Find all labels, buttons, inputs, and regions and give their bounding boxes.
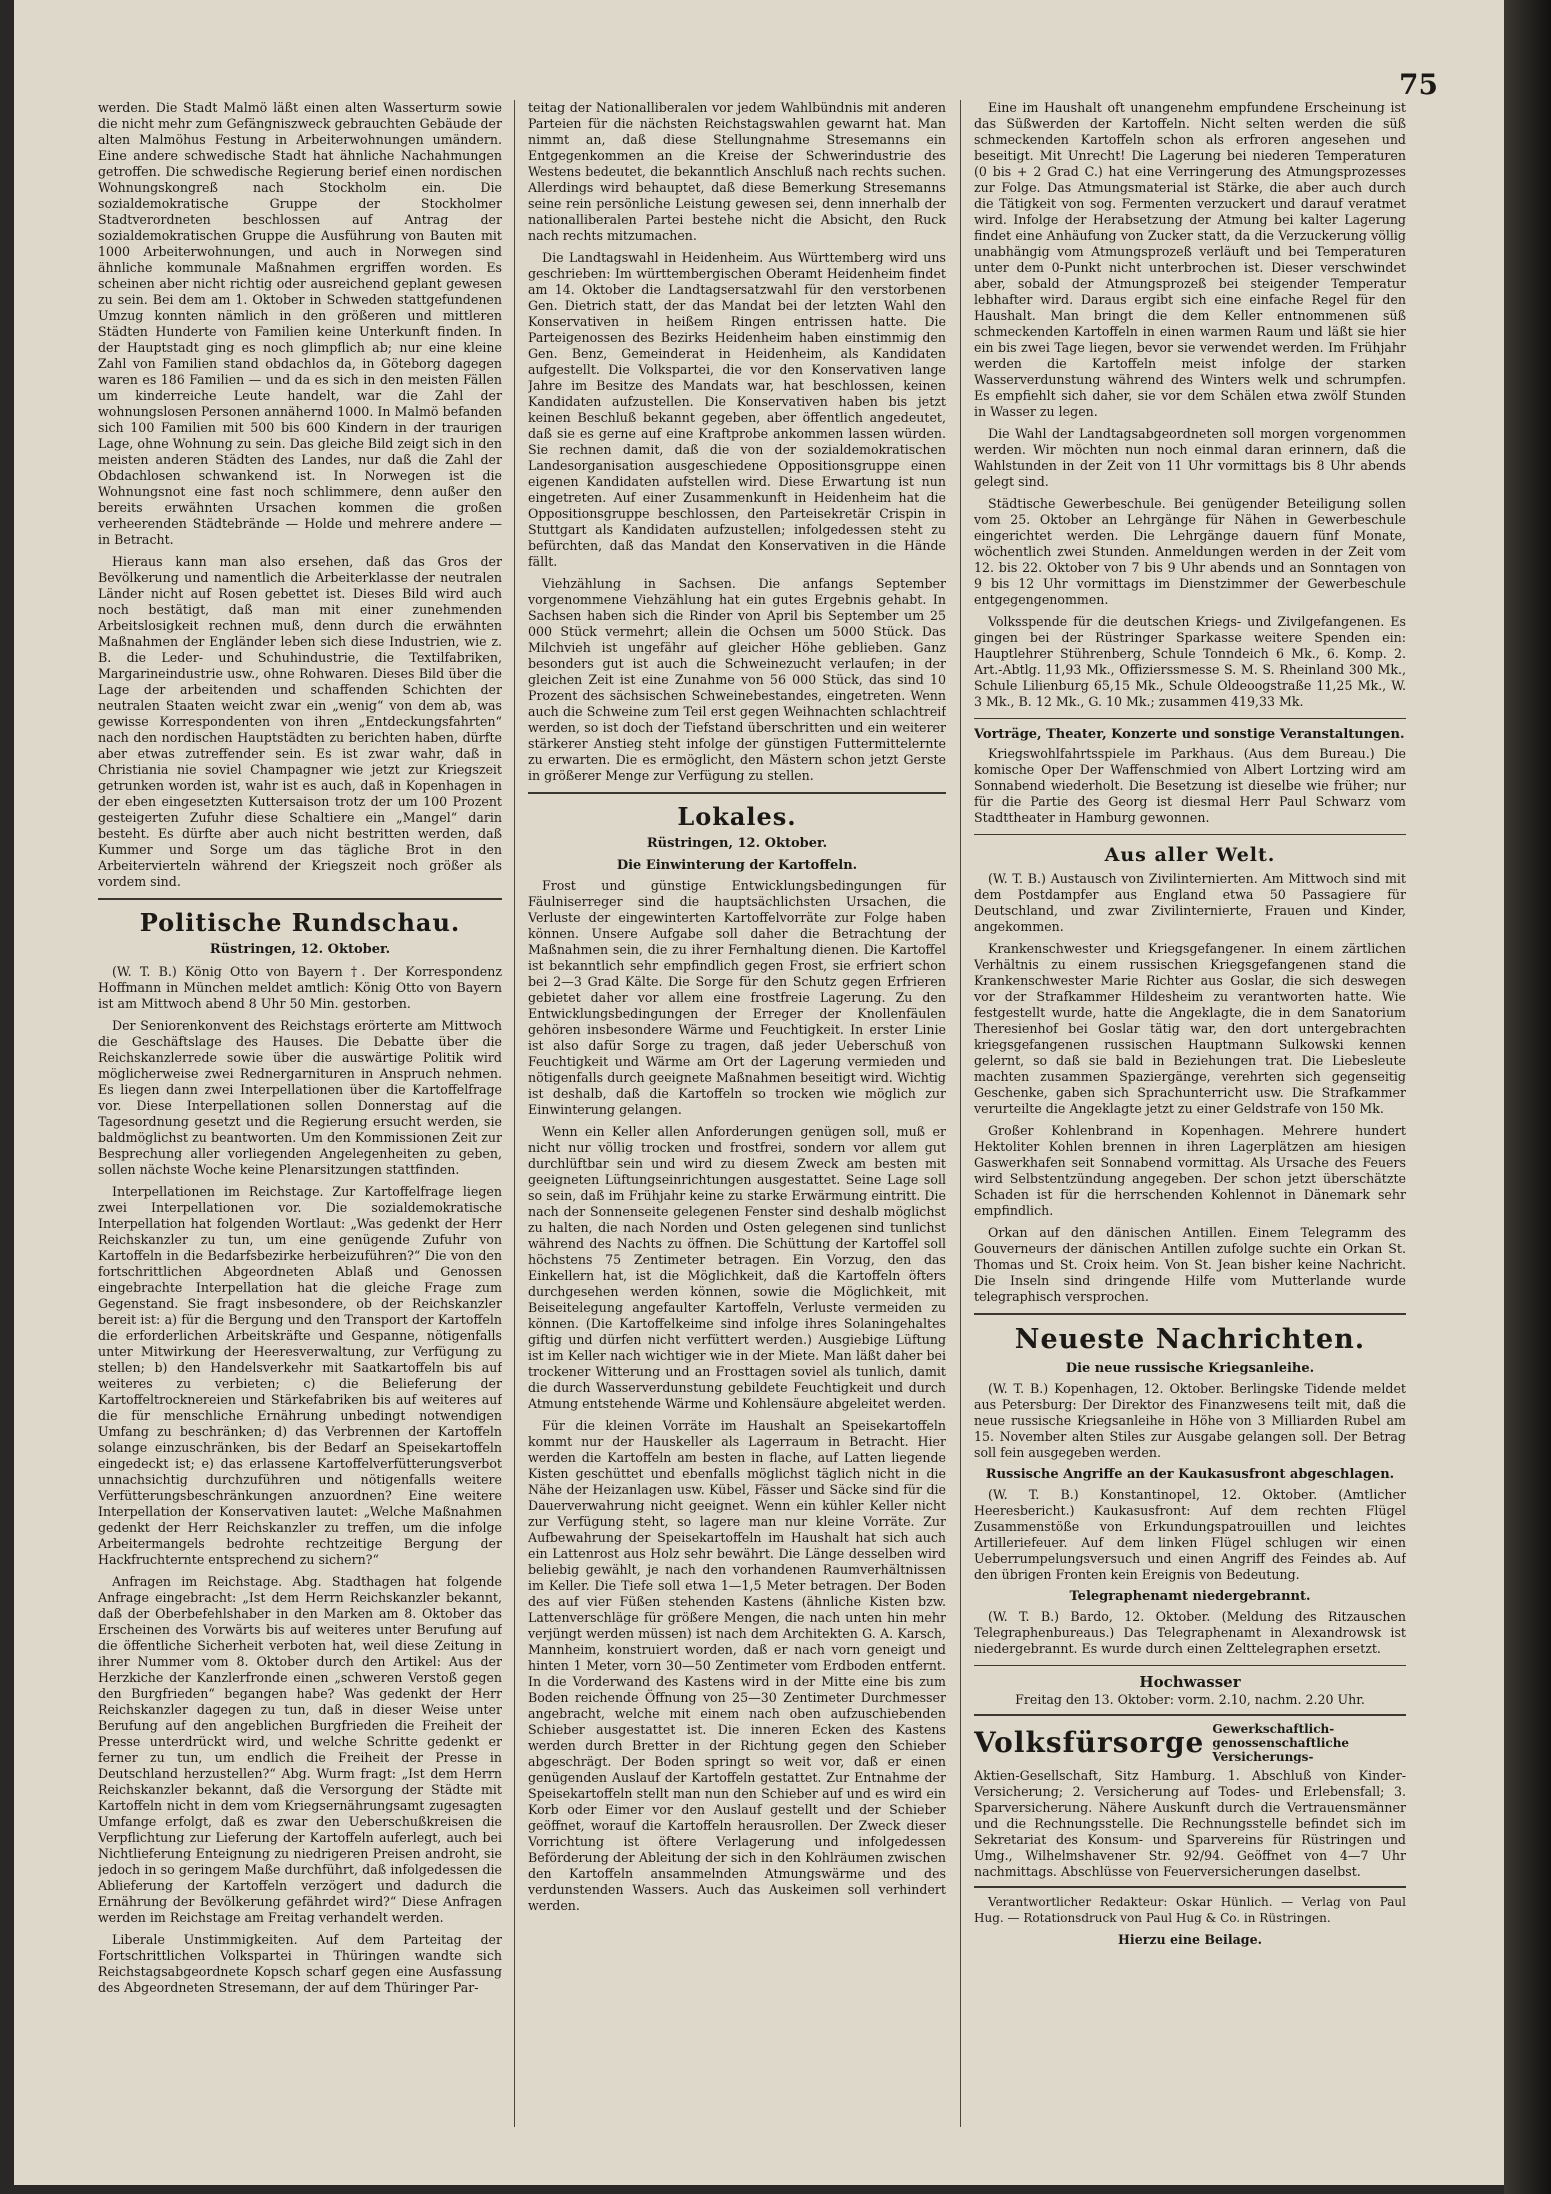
article-paragraph: Die Wahl der Landtagsabgeordneten soll morgen vorgenommen werden. Wir möchten nun noch einmal daran erinnern, daß die Wahlstunden in der Zeit von 11 Uhr vormittags bis 8 Uhr abends gelegt sind. [974, 426, 1406, 489]
news-subheading: Russische Angriffe an der Kaukasusfront abgeschlagen. [985, 1467, 1395, 1482]
imprint: Verantwortlicher Redakteur: Oskar Hünlich. — Verlag von Paul Hug. — Rotationsdruck von Paul Hug & Co. in Rüstringen. [974, 1895, 1406, 1925]
column-2 [528, 100, 946, 2145]
local-heading: Lokales. [677, 802, 797, 831]
section-divider [974, 1665, 1406, 1666]
page-binding-shadow [1504, 0, 1551, 2194]
insurance-advertisement [974, 1714, 1406, 1888]
article-paragraph: Eine im Haushalt oft unangenehm empfundene Erscheinung ist das Süßwerden der Kartoffeln. Nicht selten werden die süß schmeckenden Kartoffeln schon als erfroren angesehen und beseitigt. Mit Unrecht! Die Lagerung bei niederen Temperaturen (0 bis + 2 Grad C.) hat eine Verringerung des Atmungsprozesses zur Folge. Das Atmungsmaterial ist Stärke, die aber auch durch die Tätigkeit von sog. Fermenten verzuckert und darauf veratmet wird. Infolge der Herabsetzung der Atmung bei kalter Lagerung findet eine Anhäufung von Zucker statt, da die Verzuckerung völlig unabhängig vom Atmungsprozeß verläuft und bei Temperaturen unter dem 0-Punkt nicht unterbrochen ist. Dieser verschwindet aber, sobald der Atmungsprozeß bei steigender Temperatur lebhafter wird. Daraus ergibt sich eine einfache Regel für den Haushalt. Man bringt die dem Keller entnommenen süß schmeckenden Kartoffeln in einen warmen Raum und läßt sie hier ein bis zwei Tage liegen, bevor sie verwendet werden. Im Frühjahr werden die Kartoffeln meist infolge der starken Wasserverdunstung während des Winters welk und schrumpfen. Es empfiehlt sich daher, sie vor dem Schälen etwa zwölf Stunden in Wasser zu legen. [974, 100, 1406, 419]
article-paragraph: Frost und günstige Entwicklungsbedingungen für Fäulniserreger sind die hauptsächlichsten Ursachen, die Verluste der eingewinterten Kartoffelvorräte zur Folge haben können. Unsere Aufgabe soll daher die Betrachtung der Maßnahmen sein, die zu ihrer Fernhaltung dienen. Die Kartoffel ist bekanntlich sehr empfindlich gegen Frost, sie erfriert schon bei 2—3 Grad Kälte. Die Sorge für den Schutz gegen Erfrieren gebietet daher vor allem eine frostfreie Lagerung. Zu den Entwicklungsbedingungen der Erreger der Knollenfäulen gehören insbesondere Wärme und Feuchtigkeit. In erster Linie ist also dafür Sorge zu tragen, daß jeder Ueberschuß von Feuchtigkeit und Wärme am Ort der Lagerung vermieden und nötigenfalls durch geeignete Maßnahmen beseitigt wird. Wichtig ist deshalb, daß die Kartoffeln so trocken wie möglich zur Einwinterung gelangen. [528, 878, 946, 1117]
newspaper-page [14, 0, 1504, 2185]
section-divider [528, 792, 946, 794]
article-paragraph: werden. Die Stadt Malmö läßt einen alten Wasserturm sowie die nicht mehr zum Gefängniszweck gebrauchten Gebäude der alten Malmöhus Festung in Arbeiterwohnungen umändern. Eine andere schwedische Stadt hat ähnliche Nachahmungen getroffen. Die schwedische Regierung berief einen nordischen Wohnungskongreß nach Stockholm ein. Die sozialdemokratische Gruppe der Stockholmer Stadtverordneten beschlossen auf Antrag der sozialdemokratischen Gruppe die Ausführung von Bauten mit 1000 Arbeiterwohnungen, und auch in Norwegen sind ähnliche kommunale Maßnahmen ergriffen worden. Es scheinen aber nicht richtig oder ausreichend geplant gewesen zu sein. Bei dem am 1. Oktober in Schweden stattgefundenen Umzug konnten nämlich in den größeren und mittleren Städten Hunderte von Familien keine Unterkunft finden. In der Hauptstadt ging es noch glimpflich ab; nur eine kleine Zahl von Familien stand obdachlos da, in Göteborg dagegen waren es 186 Familien — und da es sich in den meisten Fällen um kinderreiche Leute handelt, war die Zahl der wohnungslosen Personen annähernd 1000. In Malmö befanden sich 100 Familien mit 500 bis 600 Kindern in der traurigen Lage, ohne Wohnung zu sein. Das gleiche Bild zeigt sich in den meisten anderen Städten des Landes, nur daß die Zahl der Obdachlosen schwankend ist. In Norwegen ist die Wohnungsnot eine fast noch schlimmere, denn außer den bereits erwähnten Ursachen kommen die großen verheerenden Städtebrände — Holde und mehrere andere — in Betracht. [98, 100, 502, 547]
column-divider-1 [514, 100, 515, 2127]
page-number: 75 [1399, 68, 1438, 101]
article-paragraph: Großer Kohlenbrand in Kopenhagen. Mehrere hundert Hektoliter Kohlen brennen in ihren Lagerplätzen am hiesigen Gaswerkhafen seit Sonnabend vormittag. Als Ursache des Feuers wird Selbstentzündung angegeben. Der schon jetzt überschätzte Schaden ist für die herrschenden Kohlennot in Dänemark sehr empfindlich. [974, 1123, 1406, 1218]
world-heading: Aus aller Welt. [1104, 844, 1276, 866]
article-paragraph: (W. T. B.) Bardo, 12. Oktober. (Meldung des Ritzauschen Telegraphenbureaus.) Das Telegraphenamt in Alexandrowsk ist niedergebrannt. Es wurde durch einen Zelttelegraphen ersetzt. [974, 1609, 1406, 1656]
supplement-note: Hierzu eine Beilage. [1118, 1932, 1262, 1947]
insurance-tagline: Gewerkschaftlich-genossenschaftliche Versicherungs- [1212, 1722, 1350, 1764]
insurance-body: Aktien-Gesellschaft, Sitz Hamburg. 1. Abschluß von Kinder-Versicherung; 2. Versicherung auf Todes- und Erlebensfall; 3. Sparversicherung. Nähere Auskunft durch die Vertrauensmänner und die Rechnungsstelle. Die Rechnungsstelle befindet sich im Sekretariat des Konsum- und Sparvereins für Rüstringen und Umg., Wilhelmshavener Str. 92/94. Geöffnet von 4—7 Uhr nachmittags. Abschlüsse von Feuerversicherungen daselbst. [974, 1768, 1406, 1879]
flood-tide-heading: Hochwasser [1139, 1673, 1241, 1691]
article-paragraph: (W. T. B.) Konstantinopel, 12. Oktober. (Amtlicher Heeresbericht.) Kaukasusfront: Auf dem rechten Flügel Zusammenstöße von Erkundungspatrouillen und leichtes Artilleriefeuer. Auf dem linken Flügel schlugen wir einen Ueberrumpelungsversuch und einen Angriff des Feindes ab. Auf den übrigen Fronten kein Ereignis von Bedeutung. [974, 1487, 1406, 1582]
events-heading: Vorträge, Theater, Konzerte und sonstige Veranstaltungen. [974, 727, 1405, 742]
article-paragraph: (W. T. B.) Kopenhagen, 12. Oktober. Berlingske Tidende meldet aus Petersburg: Der Direktor des Finanzwesens teilt mit, daß die neue russische Kriegsanleihe in Höhe von 3 Milliarden Rubel am 15. November alten Stiles zur Ausgabe gelangen soll. Der Betrag soll fein ausgegeben werden. [974, 1381, 1406, 1460]
article-paragraph: Wenn ein Keller allen Anforderungen genügen soll, muß er nicht nur völlig trocken und frostfrei, sondern vor allem gut durchlüftbar sein und wird zu diesem Zweck am besten mit geeigneten Lüftungseinrichtungen ausgestattet. Seine Lage soll so sein, daß im Frühjahr keine zu starke Erwärmung eintritt. Die nach der Sonnenseite gelegenen Fenster sind deshalb möglichst zu halten, die nach Norden und Osten gelegenen sind tunlichst während des Nachts zu öffnen. Die Schüttung der Kartoffel soll höchstens 75 Zentimeter betragen. Ein Vorzug, den das Einkellern hat, ist die Möglichkeit, daß die Kartoffeln öfters durchgesehen werden können, sowie die Möglichkeit, mit Beiseitelegung angefaulter Kartoffeln, Verluste vermeiden zu können. (Die Kartoffelkeime sind infolge ihres Solaningehaltes giftig und dürfen nicht verfüttert werden.) Ausgiebige Lüftung ist im Keller nach wichtiger wie in der Miete. Man läßt daher bei trockener Witterung und an Frosttagen soviel als tunlich, damit die durch Wasserverdunstung gebildete Feuchtigkeit und durch Atmung entstehende Wärme und Kohlensäure abgeleitet werden. [528, 1124, 946, 1411]
section-divider [974, 834, 1406, 835]
section-divider [974, 1313, 1406, 1315]
article-paragraph: Städtische Gewerbeschule. Bei genügender Beteiligung sollen vom 25. Oktober an Lehrgänge für Nähen in Gewerbeschule eingerichtet werden. Die Lehrgänge dauern fünf Monate, wöchentlich zwei Stunden. Anmeldungen werden in der Zeit vom 12. bis 22. Oktober von 7 bis 9 Uhr abends und an Sonntagen von 9 bis 12 Uhr vormittags im Dienstzimmer der Gewerbeschule entgegengenommen. [974, 496, 1406, 607]
news-subheading: Telegraphenamt niedergebrannt. [1069, 1589, 1311, 1604]
news-subheading: Die neue russische Kriegsanleihe. [1065, 1361, 1315, 1376]
flood-tide-times: Freitag den 13. Oktober: vorm. 2.10, nachm. 2.20 Uhr. [1015, 1692, 1365, 1707]
column-3 [974, 100, 1406, 2145]
article-paragraph: Volksspende für die deutschen Kriegs- und Zivilgefangenen. Es gingen bei der Rüstringer Sparkasse weitere Spenden ein: Hauptlehrer Stührenberg, Schule Tonndeich 6 Mk., 6. Komp. 2. Art.-Abtlg. 11,93 Mk., Offizierssmesse S. M. S. Rheinland 300 Mk., Schule Lilienburg 65,15 Mk., Schule Oldeoogstraße 11,25 Mk., W. 3 Mk., B. 12 Mk., G. 10 Mk.; zusammen 419,33 Mk. [974, 614, 1406, 709]
section-divider [98, 898, 502, 900]
article-paragraph: Krankenschwester und Kriegsgefangener. In einem zärtlichen Verhältnis zu einem russischen Kriegsgefangenen stand die Krankenschwester Marie Richter aus Goslar, die sich deswegen vor der Strafkammer Hildesheim zu verantworten hatte. Wie festgestellt wurde, hatte die Angeklagte, die in dem Sanatorium Theresienhof bei Goslar tätig war, den dort untergebrachten kriegsgefangenen russischen Hauptmann Sulkowski kennen gelernt, so daß sie bald in Beziehungen trat. Die Liebesleute machten zusammen Spaziergänge, verehrten sich gegenseitig Geschenke, gaben sich Sprachunterricht usw. Die Strafkammer verurteilte die Angeklagte jetzt zu einer Geldstrafe von 150 Mk. [974, 941, 1406, 1116]
news-heading: Neueste Nachrichten. [1014, 1324, 1366, 1355]
local-dateline: Rüstringen, 12. Oktober. [646, 836, 828, 851]
article-paragraph: Orkan auf den dänischen Antillen. Einem Telegramm des Gouverneurs der dänischen Antillen zufolge suchte ein Orkan St. Thomas und St. Croix heim. Von St. Jean bisher keine Nachricht. Die Inseln sind dringende Hilfe vom Mutterlande wurde telegraphisch versprochen. [974, 1225, 1406, 1304]
article-paragraph: (W. T. B.) König Otto von Bayern †. Der Korrespondenz Hoffmann in München meldet amtlich: König Otto von Bayern ist am Mittwoch abend 8 Uhr 50 Min. gestorben. [98, 964, 502, 1011]
politics-dateline: Rüstringen, 12. Oktober. [209, 942, 391, 957]
article-paragraph: Viehzählung in Sachsen. Die anfangs September vorgenommene Viehzählung hat ein gutes Ergebnis gehabt. In Sachsen haben sich die Rinder von April bis September um 25 000 Stück vermehrt; allein die Ochsen um 5000 Stück. Das Milchvieh ist ungefähr auf gleicher Höhe geblieben. Ganz besonders gut ist auch die Schweinezucht verlaufen; in der gleichen Zeit ist eine Zunahme von 56 000 Stück, das sind 10 Prozent des sächsischen Schweinebestandes, eingetreten. Wenn auch die Schweine zum Teil erst gegen Weihnachten schlachtreif werden, so ist doch der Tiefstand überschritten und ein weiterer stärkerer Anstieg steht infolge der günstigen Futtermittelernte zu erwarten. Die es ermöglicht, den Mästern schon jetzt Gerste in größerer Menge zur Verfügung zu stellen. [528, 576, 946, 783]
column-divider-2 [960, 100, 961, 2127]
article-paragraph: Interpellationen im Reichstage. Zur Kartoffelfrage liegen zwei Interpellationen vor. Die sozialdemokratische Interpellation hat folgenden Wortlaut: „Was gedenkt der Herr Reichskanzler zu tun, um eine genügende Zufuhr von Kartoffeln in die Bedarfsbezirke herbeizuführen?“ Die von den fortschrittlichen Abgeordneten Ablaß und Genossen eingebrachte Interpellation hat die gleiche Frage zum Gegenstand. Sie fragt insbesondere, ob der Reichskanzler bereit ist: a) für die Bergung und den Transport der Kartoffeln die erforderlichen Arbeitskräfte und Gespanne, nötigenfalls unter Mitwirkung der Heeresverwaltung, zur Verfügung zu stellen; b) den Handelsverkehr mit Saatkartoffeln bis auf weiteres zu verbieten; c) die Belieferung der Kartoffeltrocknereien und Stärkefabriken bis auf weiteres auf die für menschliche Ernährung unbedingt notwendigen Umfang zu beschränken; d) das Verbrennen der Kartoffeln solange einzuschränken, bis der Bedarf an Speisekartoffeln eingedeckt ist; e) das erlassene Kartoffelverfütterungsverbot unnachsichtig durchzuführen und nötigenfalls weitere Verfütterungsbeschränkungen anzuordnen? Eine weitere Interpellation der Konservativen lautet: „Welche Maßnahmen gedenkt der Herr Reichskanzler zu treffen, um die infolge Arbeitermangels bedrohte rechtzeitige Bergung der Hackfruchternte entsprechend zu sichern?“ [98, 1184, 502, 1567]
article-paragraph: Die Landtagswahl in Heidenheim. Aus Württemberg wird uns geschrieben: Im württembergischen Oberamt Heidenheim findet am 14. Oktober die Landtagsersatzwahl für den verstorbenen Gen. Dietrich statt, der das Mandat bei der letzten Wahl den Konservativen in heißem Ringen entrissen hatte. Die Parteigenossen des Bezirks Heidenheim haben einstimmig den Gen. Benz, Gemeinderat in Heidenheim, als Kandidaten aufgestellt. Die Volkspartei, die vor den Konservativen lange Jahre im Besitze des Mandats war, hat beschlossen, keinen Kandidaten aufzustellen. Die Konservativen haben bis jetzt keinen Beschluß bekannt gegeben, aber öffentlich angedeutet, daß sie es gerne auf eine Kraftprobe ankommen lassen würden. Sie rechnen damit, daß die von der sozialdemokratischen Landesorganisation ausgeschiedene Oppositionsgruppe einen eigenen Kandidaten aufstellen wird. Diese Erwartung ist nun eingetreten. Auf einer Zusammenkunft in Heidenheim hat die Oppositionsgruppe beschlossen, den Parteisekretär Crispin in Stuttgart als Kandidaten aufzustellen; infolgedessen steht zu befürchten, daß das Mandat den Konservativen in die Hände fällt. [528, 250, 946, 569]
column-1 [98, 100, 502, 2145]
article-paragraph: Für die kleinen Vorräte im Haushalt an Speisekartoffeln kommt nur der Hauskeller als Lagerraum in Betracht. Hier werden die Kartoffeln am besten in flache, auf Latten liegende Kisten geschüttet und ebenfalls möglichst täglich nicht in die Nähe der Heizanlagen usw. Kübel, Fässer und Säcke sind für die Dauerverwahrung nicht geeignet. Wenn ein kühler Keller nicht zur Verfügung steht, so lagere man nur kleine Vorräte. Zur Aufbewahrung der Speisekartoffeln im Haushalt hat sich auch ein Lattenrost aus Holz sehr bewährt. Die Länge desselben wird beliebig gewählt, je nach den vorhandenen Raumverhältnissen im Keller. Die Tiefe soll etwa 1—1,5 Meter betragen. Der Boden des auf vier Füßen stehenden Kastens (ähnliche Kisten bzw. Lattenverschläge für größere Mengen, die nach unten hin mehr verjüngt werden müssen) ist nach dem Architekten G. A. Karsch, Mannheim, konstruiert worden, daß er nach vorn geneigt und hinten 1 Meter, vorn 30—50 Zentimeter vom Erdboden entfernt. In die Vorderwand des Kastens wird in der Mitte eine bis zum Boden reichende Öffnung von 25—30 Zentimeter Durchmesser angebracht, welche mit einem nach oben aufzuschiebenden Schieber ausgestattet ist. Die inneren Ecken des Kastens werden durch Bretter in der Richtung gegen den Schieber abgeschrägt. Der Boden springt so weit vor, daß er einen genügenden Auslauf der Kartoffeln gestattet. Zur Entnahme der Speisekartoffeln stellt man nun den Schieber auf und es wird ein Korb oder Eimer vor den Auslauf gestellt und der Schieber geöffnet, worauf die Kartoffeln herausrollen. Der Zweck dieser Vorrichtung ist öftere Verlagerung und infolgedessen Beförderung der Ableitung der sich in den Kohlräumen zwischen den Kartoffeln ansammelnden Atmungswärme und des verdunstenden Wassers. Auch das Auskeimen soll verhindert werden. [528, 1418, 946, 1913]
article-paragraph: Der Seniorenkonvent des Reichstags erörterte am Mittwoch die Geschäftslage des Hauses. Die Debatte über die Reichskanzlerrede sowie über die auswärtige Politik wird möglicherweise zwei Rednergarnituren in Anspruch nehmen. Es liegen dann zwei Interpellationen über die Kartoffelfrage vor. Diese Interpellationen sollen Donnerstag auf die Tagesordnung gesetzt und die Regierung ersucht werden, sie baldmöglichst zu beantworten. Um den Kommissionen Zeit zur Besprechung aller vorliegenden Angelegenheiten zu geben, sollen nächste Woche keine Plenarsitzungen stattfinden. [98, 1018, 502, 1177]
section-divider [974, 718, 1406, 719]
article-paragraph: Hieraus kann man also ersehen, daß das Gros der Bevölkerung und namentlich die Arbeiterklasse der neutralen Länder nicht auf Rosen gebettet ist. Dieses Bild wird auch noch bestätigt, daß man mit einer zunehmenden Arbeitslosigkeit rechnen muß, denn durch die erwähnten Maßnahmen der Engländer leben sich diese Industrien, wie z. B. die Leder- und Schuhindustrie, die Textilfabriken, Margarineindustrie usw., ohne Rohwaren. Dieses Bild über die Lage der arbeitenden und schaffenden Schichten der neutralen Staaten weicht zwar ein „wenig“ von dem ab, was gewisse Korrespondenten von ihren „Entdeckungsfahrten“ nach den nordischen Hauptstädten zu berichten haben, dürfte aber etwas zutreffender sein. Es ist zwar wahr, daß in Christiania nie soviel Champagner wie jetzt zur Kriegszeit getrunken worden ist, wahr ist es auch, daß in Kopenhagen in der eben eingesetzten Kuttersaison trotz der um 100 Prozent gesteigerten Zufuhr diese Schaltiere ein „Mangel“ darin besteht. Es dürfte aber auch nicht bestritten werden, daß Kummer und Sorge um das tägliche Brot in den Arbeitervierteln während der Kriegszeit noch größer als vordem sind. [98, 554, 502, 889]
article-paragraph: Liberale Unstimmigkeiten. Auf dem Parteitag der Fortschrittlichen Volkspartei in Thüringen wandte sich Reichstagsabgeordnete Kopsch scharf gegen eine Ausfassung des Abgeordneten Stresemann, der auf dem Thüringer Par- [98, 1932, 502, 1995]
politics-heading: Politische Rundschau. [139, 908, 461, 937]
article-paragraph: teitag der Nationalliberalen vor jedem Wahlbündnis mit anderen Parteien für die nächsten Reichstagswahlen gewarnt hat. Man nimmt an, daß diese Stellungnahme Stresemanns ein Entgegenkommen an die Kreise der Schwerindustrie des Westens bedeutet, die bekanntlich Anschluß nach rechts suchen. Allerdings wird behauptet, daß diese Bemerkung Stresemanns seine rein persönliche Leistung gewesen sei, denn innerhalb der nationalliberalen Partei bestehe nicht die Absicht, den Ruck nach rechts mitzumachen. [528, 100, 946, 243]
local-subheading: Die Einwinterung der Kartoffeln. [616, 858, 858, 873]
article-paragraph: Kriegswohlfahrtsspiele im Parkhaus. (Aus dem Bureau.) Die komische Oper Der Waffenschmied von Albert Lortzing wird am Sonnabend wiederholt. Die Besetzung ist dieselbe wie früher; nur für die Partie des Georg ist diesmal Herr Paul Schwarz vom Stadttheater in Hamburg gewonnen. [974, 746, 1406, 825]
insurance-name: Volksfürsorge [974, 1726, 1205, 1759]
article-paragraph: Anfragen im Reichstage. Abg. Stadthagen hat folgende Anfrage eingebracht: „Ist dem Herrn Reichskanzler bekannt, daß der Oberbefehlshaber in den Marken am 8. Oktober das Erscheinen des Vorwärts bis auf weiteres unter Berufung auf die öffentliche Sicherheit verboten hat, weil diese Zeitung in ihrer Nummer vom 8. Oktober durch den Artikel: Aus der Herzkiche der Kanzlerfronde einen „schweren Verstoß gegen den Burgfrieden“ begangen habe? Was gedenkt der Herr Reichskanzler dagegen zu tun, daß in dieser Weise unter Berufung auf den angeblichen Burgfrieden die Freiheit der Presse unterdrückt wird, und welche Schritte gedenkt er ferner zu tun, um endlich die Freiheit der Presse in Deutschland herzustellen?“ Abg. Wurm fragt: „Ist dem Herrn Reichskanzler bekannt, daß die Versorgung der Städte mit Kartoffeln nicht in dem vom Kriegsernährungsamt zugesagten Umfange erfolgt, daß es zwar den Ueberschußkreisen die Verpflichtung zur Lieferung der Kartoffeln auferlegt, auch bei Nichtlieferung Enteignung zu niedrigeren Preisen androht, sie jedoch in so geringem Maße durchführt, daß infolgedessen die Ablieferung der Kartoffeln verzögert und dadurch die Ernährung der Bevölkerung gefährdet wird?“ Diese Anfragen werden im Reichstage am Freitag verhandelt werden. [98, 1574, 502, 1925]
article-paragraph: (W. T. B.) Austausch von Zivilinternierten. Am Mittwoch sind mit dem Postdampfer aus England etwa 50 Passagiere für Deutschland, und zwar Zivilinternierte, Frauen und Kinder, angekommen. [974, 871, 1406, 934]
